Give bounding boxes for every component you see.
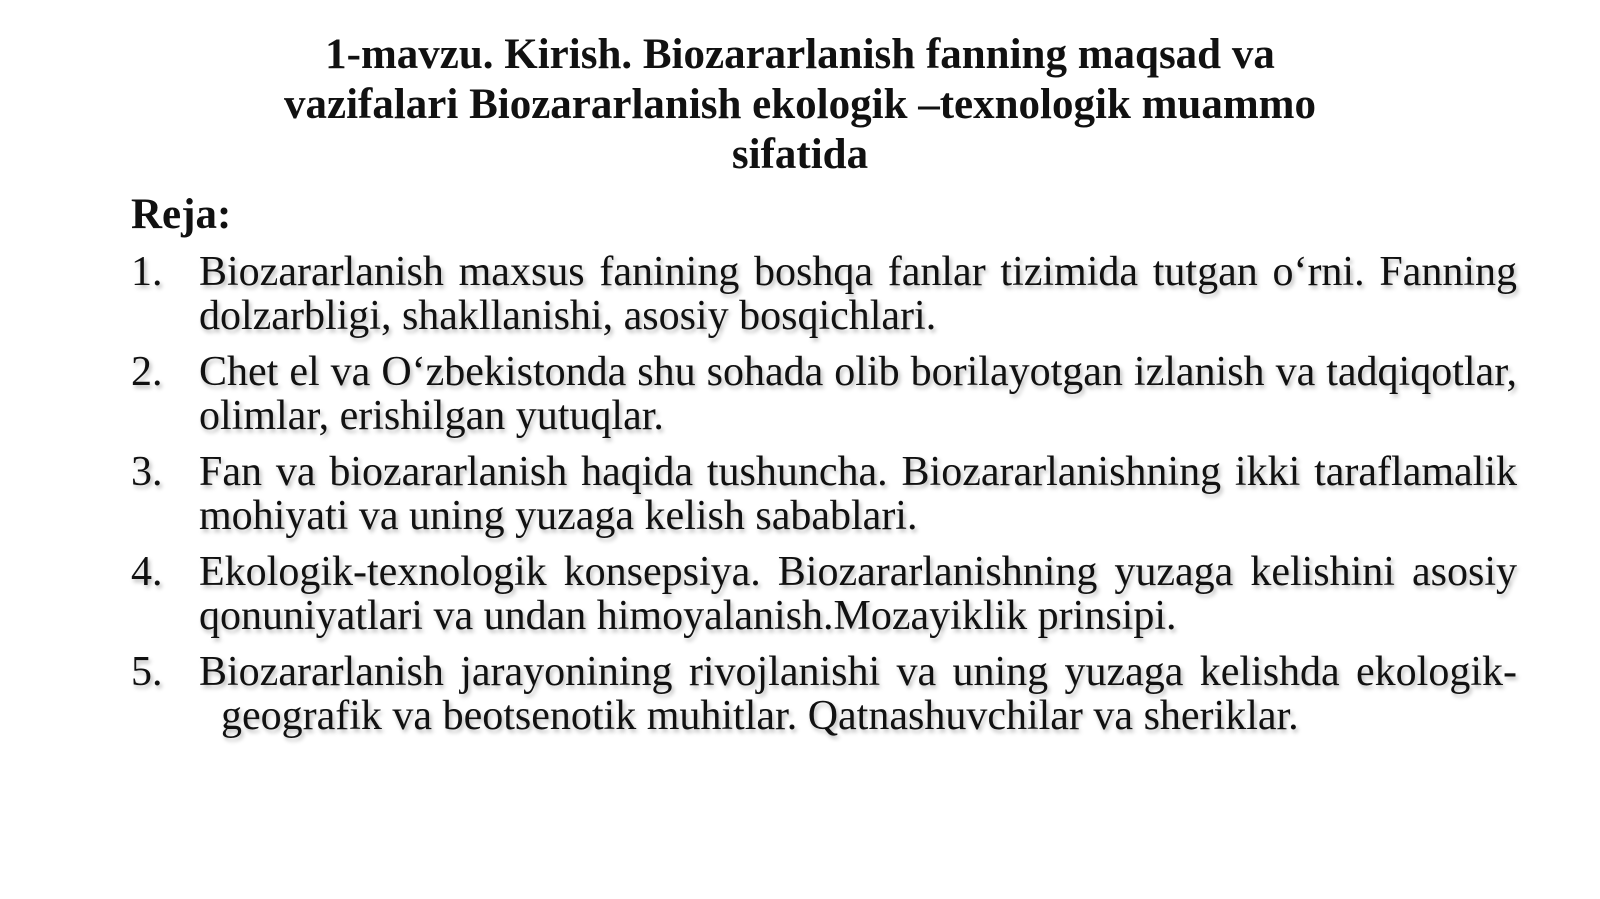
plan-item-text: Fan va biozararlanish haqida tushuncha. Biozararlanishning ikki taraflamalik mohiyati va uning yuzaga kelish sabablari. [199, 449, 1517, 539]
plan-item [131, 550, 1517, 638]
plan-item-text: Biozararlanish maxsus fanining boshqa fanlar tizimida tutgan o‘rni. Fanning dolzarbligi, shakllanishi, asosiy bosqichlari. [199, 249, 1517, 339]
plan-item [131, 250, 1517, 338]
plan-item-number: 1. [131, 249, 163, 295]
title-line-3: sifatida [731, 131, 869, 178]
plan-item-text: Biozararlanish jarayonining rivojlanishi va uning yuzaga kelishda ekologik-geografik va beotsenotik muhitlar. Qatnashuvchilar va sheriklar. [199, 649, 1517, 739]
plan-item [131, 450, 1517, 538]
plan-item-number: 2. [131, 349, 163, 395]
title-line-1: 1-mavzu. Kirish. Biozararlanish fanning maqsad va [325, 31, 1275, 78]
plan-item [131, 650, 1517, 738]
plan-heading: Reja: [131, 191, 232, 238]
plan-item [131, 350, 1517, 438]
plan-list [131, 250, 1517, 750]
plan-item-text: Ekologik-texnologik konsepsiya. Biozararlanishning yuzaga kelishini asosiy qonuniyatlari va undan himoyalanish.Mozayiklik prinsipi. [199, 549, 1517, 639]
plan-item-number: 5. [131, 649, 163, 695]
title-line-2: vazifalari Biozararlanish ekologik –texnologik muammo [284, 81, 1316, 128]
slide-title [200, 30, 1400, 180]
plan-item-text: Chet el va O‘zbekistonda shu sohada olib borilayotgan izlanish va tadqiqotlar, olimlar, erishilgan yutuqlar. [199, 349, 1517, 439]
plan-item-number: 4. [131, 549, 163, 595]
plan-item-number: 3. [131, 449, 163, 495]
